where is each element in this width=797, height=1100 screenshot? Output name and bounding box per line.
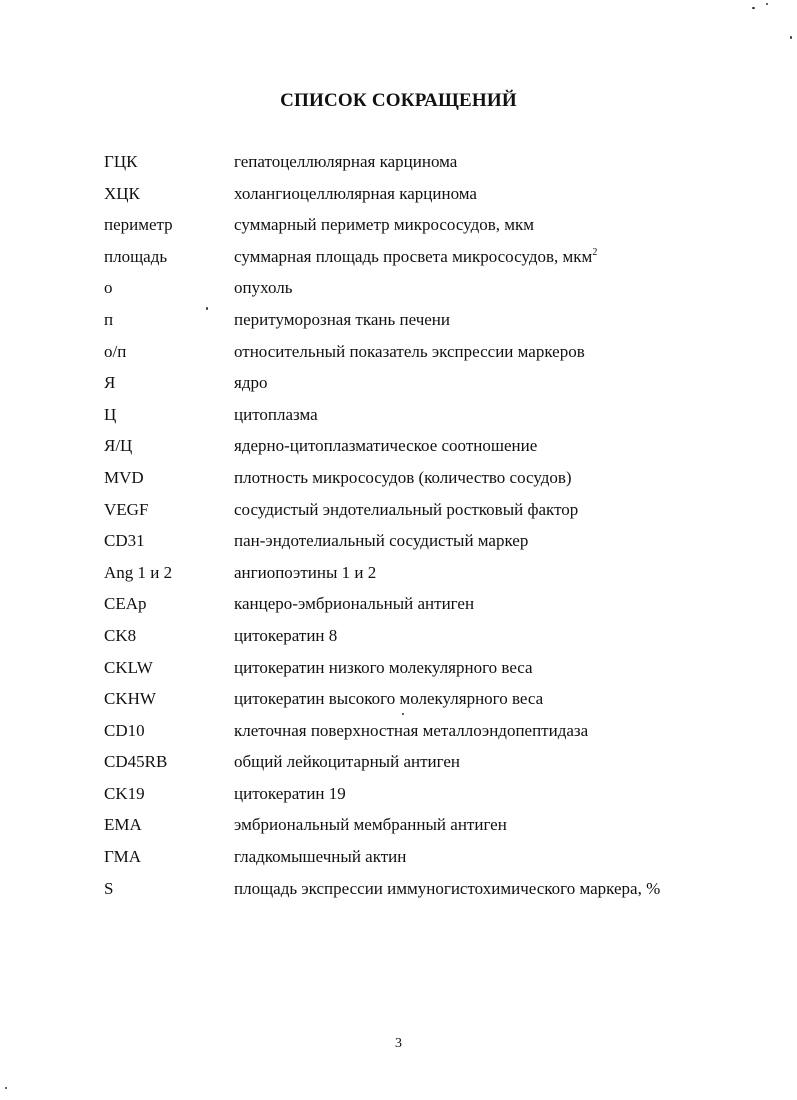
abbreviation-term: ГМА xyxy=(104,847,141,867)
abbreviation-definition: сосудистый эндотелиальный ростковый фактор xyxy=(234,499,579,519)
list-item xyxy=(104,246,744,278)
list-item xyxy=(104,372,744,404)
abbreviation-definition: клеточная поверхностная металлоэндопептидаза xyxy=(234,720,589,740)
list-item xyxy=(104,435,744,467)
list-item xyxy=(104,277,744,309)
abbreviation-definition: плотность микрососудов (количество сосудов) xyxy=(234,467,572,487)
list-item xyxy=(104,593,744,625)
list-item xyxy=(104,341,744,373)
abbreviation-term: ХЦК xyxy=(104,183,140,203)
abbreviation-definition: цитокератин низкого молекулярного веса xyxy=(234,657,533,677)
page-number: 3 xyxy=(395,1036,402,1051)
abbreviation-definition: относительный показатель экспрессии маркеров xyxy=(234,341,585,361)
abbreviation-term: CKLW xyxy=(104,657,153,677)
abbreviation-definition: эмбриональный мембранный антиген xyxy=(234,815,507,835)
list-item xyxy=(104,183,744,215)
abbreviation-term: CK19 xyxy=(104,783,145,803)
abbreviation-term: ГЦК xyxy=(104,152,138,171)
abbreviation-definition: ядро xyxy=(234,373,268,393)
superscript: 2 xyxy=(592,246,598,258)
list-item xyxy=(104,846,744,878)
abbreviation-term: CD45RB xyxy=(104,752,168,772)
abbreviation-list xyxy=(104,151,744,909)
list-item xyxy=(104,657,744,689)
definition-text: суммарная площадь просвета микрососудов, мкм xyxy=(234,246,593,266)
abbreviation-definition: пан-эндотелиальный сосудистый маркер xyxy=(234,531,529,551)
abbreviation-term: Ц xyxy=(104,404,117,424)
list-item xyxy=(104,625,744,657)
abbreviation-term: CKHW xyxy=(104,689,156,709)
list-item xyxy=(104,878,744,910)
scan-speck xyxy=(766,3,768,5)
list-item xyxy=(104,720,744,752)
list-item xyxy=(104,530,744,562)
list-item xyxy=(104,499,744,531)
scan-speck xyxy=(206,307,208,310)
abbreviation-definition: цитокератин 8 xyxy=(234,625,338,645)
abbreviation-definition: цитоплазма xyxy=(234,404,318,424)
list-item xyxy=(104,467,744,499)
abbreviation-definition: холангиоцеллюлярная карцинома xyxy=(234,183,477,203)
abbreviation-term: CK8 xyxy=(104,625,137,645)
list-item xyxy=(104,562,744,594)
abbreviation-definition: общий лейкоцитарный антиген xyxy=(234,752,461,772)
list-item xyxy=(104,783,744,815)
abbreviation-definition: гладкомышечный актин xyxy=(234,847,407,867)
abbreviation-term: о/п xyxy=(104,341,127,361)
abbreviation-definition: гепатоцеллюлярная карцинома xyxy=(234,152,458,171)
abbreviation-definition: цитокератин высокого молекулярного веса xyxy=(234,689,544,709)
abbreviation-definition: ядерно-цитоплазматическое соотношение xyxy=(234,436,538,456)
abbreviation-term: CEAp xyxy=(104,594,147,614)
abbreviation-term: Ang 1 и 2 xyxy=(104,562,173,582)
abbreviation-term: CD31 xyxy=(104,531,145,551)
list-item xyxy=(104,404,744,436)
abbreviation-definition: площадь экспрессии иммуногистохимического маркера, % xyxy=(234,878,661,898)
page-title: СПИСОК СОКРАЩЕНИЙ xyxy=(280,90,517,111)
abbreviation-definition: перитуморозная ткань печени xyxy=(234,309,450,329)
list-item xyxy=(104,214,744,246)
abbreviation-definition: опухоль xyxy=(234,278,293,298)
abbreviation-definition: ангиопоэтины 1 и 2 xyxy=(234,562,377,582)
abbreviation-term: о xyxy=(104,278,113,298)
abbreviation-term: п xyxy=(104,309,114,329)
scan-speck xyxy=(752,7,755,9)
list-item xyxy=(104,688,744,720)
abbreviation-term: S xyxy=(104,878,114,898)
abbreviation-term: Я xyxy=(104,373,116,393)
scan-speck xyxy=(402,713,404,715)
abbreviation-definition: суммарный периметр микрососудов, мкм xyxy=(234,215,535,235)
abbreviation-definition: цитокератин 19 xyxy=(234,783,346,803)
list-item xyxy=(104,751,744,783)
abbreviation-term: CD10 xyxy=(104,720,145,740)
list-item xyxy=(104,814,744,846)
list-item xyxy=(104,309,744,341)
abbreviation-definition: канцеро-эмбриональный антиген xyxy=(234,594,475,614)
abbreviation-term: Я/Ц xyxy=(104,436,133,456)
abbreviation-term: EMA xyxy=(104,815,142,835)
scan-speck xyxy=(5,1087,7,1089)
list-item xyxy=(104,151,744,183)
scan-speck xyxy=(790,36,792,39)
abbreviation-term: площадь xyxy=(104,246,168,266)
abbreviation-term: VEGF xyxy=(104,499,149,519)
abbreviation-term: периметр xyxy=(104,215,173,235)
abbreviation-definition xyxy=(234,246,744,268)
abbreviation-term: MVD xyxy=(104,467,144,487)
